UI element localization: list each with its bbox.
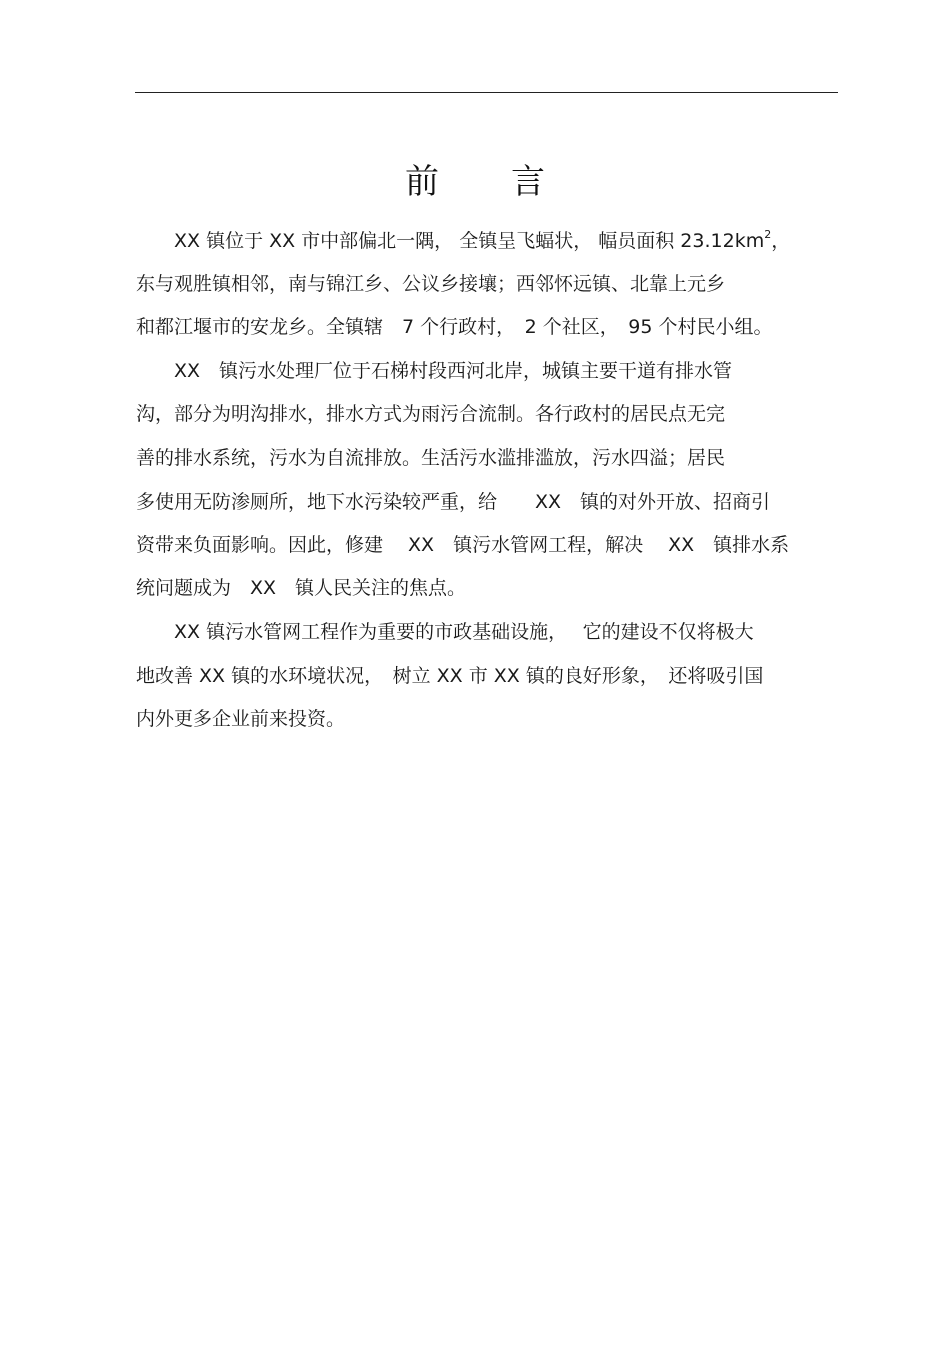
- paragraph-2-line-2: 沟，部分为明沟排水，排水方式为雨污合流制。各行政村的居民点无完: [136, 403, 726, 425]
- header-rule: [135, 92, 838, 93]
- paragraph-1-line-3: 和都江堰市的安龙乡。全镇辖 7 个行政村， 2 个社区， 95 个村民小组。: [136, 316, 773, 338]
- paragraph-2-line-1: XX 镇污水处理厂位于石梯村段西河北岸，城镇主要干道有排水管: [136, 360, 733, 382]
- paragraph-1-line-1: [136, 227, 836, 255]
- title-char-1: 前: [405, 162, 439, 202]
- text-run: XX 镇位于 XX 市中部偏北一隅， 全镇呈飞蝠状， 幅员面积 23.12km: [136, 230, 765, 252]
- paragraph-2-line-4: 多使用无防渗厕所，地下水污染较严重，给 XX 镇的对外开放、招商引: [136, 491, 771, 513]
- paragraph-2-line-3: 善的排水系统，污水为自流排放。生活污水滥排滥放，污水四溢；居民: [136, 447, 726, 469]
- text-run: ，: [771, 230, 791, 252]
- page-title: [0, 158, 950, 206]
- title-char-2: 言: [511, 162, 545, 202]
- paragraph-3-line-1: XX 镇污水管网工程作为重要的市政基础设施， 它的建设不仅将极大: [136, 621, 754, 643]
- paragraph-2-line-5: 资带来负面影响。因此，修建 XX 镇污水管网工程，解决 XX 镇排水系: [136, 534, 790, 556]
- superscript: 2: [764, 227, 772, 241]
- paragraph-2-line-6: 统问题成为 XX 镇人民关注的焦点。: [136, 577, 467, 599]
- paragraph-3-line-3: 内外更多企业前来投资。: [136, 708, 346, 730]
- paragraph-1-line-2: 东与观胜镇相邻，南与锦江乡、公议乡接壤；西邻怀远镇、北靠上元乡: [136, 273, 726, 295]
- paragraph-3-line-2: 地改善 XX 镇的水环境状况， 树立 XX 市 XX 镇的良好形象， 还将吸引国: [136, 665, 764, 687]
